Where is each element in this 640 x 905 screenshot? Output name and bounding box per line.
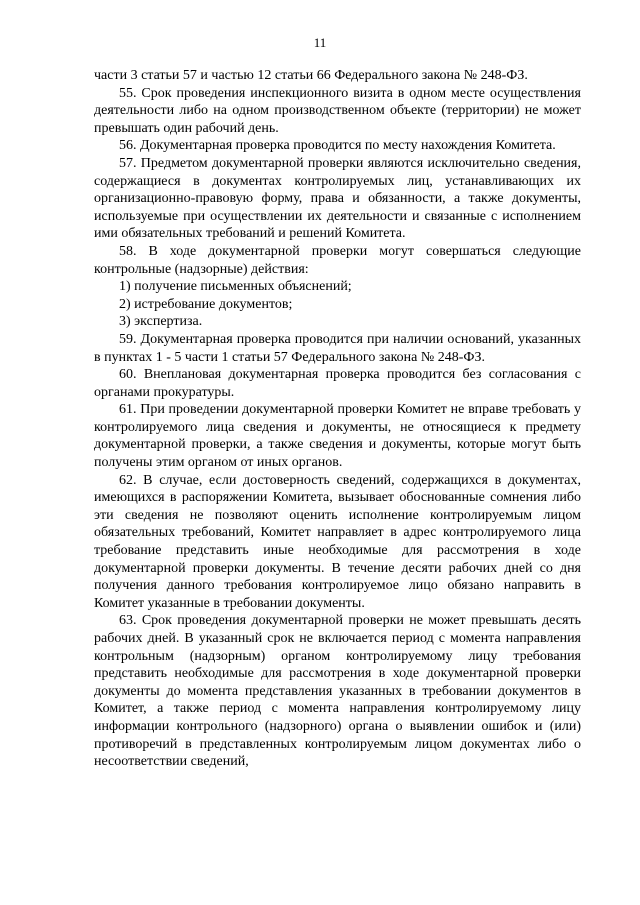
page-number: 11 [313, 35, 327, 50]
paragraph-61: 61. При проведении документарной проверки Комитет не вправе требовать у контролируемого лица сведения и документы, не относящиеся к предмету документарной проверки, а также сведения и документы, которые могут быть получены этим органом от иных органов. [94, 402, 581, 471]
paragraph-62: 62. В случае, если достоверность сведений, содержащихся в документах, имеющихся в распоряжении Комитета, вызывает обоснованные сомнения либо эти сведения не позволяют оценить исполнение контролируемым лицом обязательных требований, Комитет направляет в адрес контролируемого лица требование представить иные необходимые для рассмотрения в ходе документарной проверки документы. В течение десяти рабочих дней со дня получения данного требования контролируемое лицо обязано направить в Комитет указанные в требовании документы. [94, 472, 581, 611]
paragraph-58: 58. В ходе документарной проверки могут совершаться следующие контрольные (надзорные) действия: [94, 243, 581, 277]
paragraph-63: 63. Срок проведения документарной проверки не может превышать десять рабочих дней. В указанный срок не включается период с момента направления контрольным (надзорным) органом контролируемому лицу требования представить необходимые для рассмотрения в ходе документарной проверки документы до момента представления указанных в требовании документов в Комитет, а также период с момента направления контролируемому лицу информации контрольного (надзорного) органа о выявлении ошибок и (или) противоречий в представленных контролируемым лицом документах либо о несоответствии сведений, [94, 613, 581, 770]
list-item-1: 1) получение письменных объяснений; [119, 279, 352, 295]
paragraph-56: 56. Документарная проверка проводится по месту нахождения Комитета. [119, 138, 556, 154]
paragraph-60: 60. Внеплановая документарная проверка проводится без согласования с органами прокуратуры. [94, 367, 581, 400]
document-body [94, 67, 581, 771]
paragraph-55: 55. Срок проведения инспекционного визита в одном месте осуществления деятельности либо на одном производственном объекте (территории) не может превышать один рабочий день. [94, 85, 581, 136]
paragraph-continuation: части 3 статьи 57 и частью 12 статьи 66 Федерального закона № 248-ФЗ. [94, 68, 528, 83]
list-item-3: 3) экспертиза. [119, 314, 203, 330]
list-item-2: 2) истребование документов; [119, 296, 293, 312]
paragraph-57: 57. Предметом документарной проверки являются исключительно сведения, содержащиеся в документах контролируемых лиц, устанавливающих их организационно-правовую форму, права и обязанности, а также документы, используемые при осуществлении их деятельности и связанные с исполнением ими обязательных требований и решений Комитета. [94, 155, 581, 242]
paragraph-59: 59. Документарная проверка проводится при наличии оснований, указанных в пунктах 1 - 5 части 1 статьи 57 Федерального закона № 248-ФЗ. [94, 331, 581, 365]
